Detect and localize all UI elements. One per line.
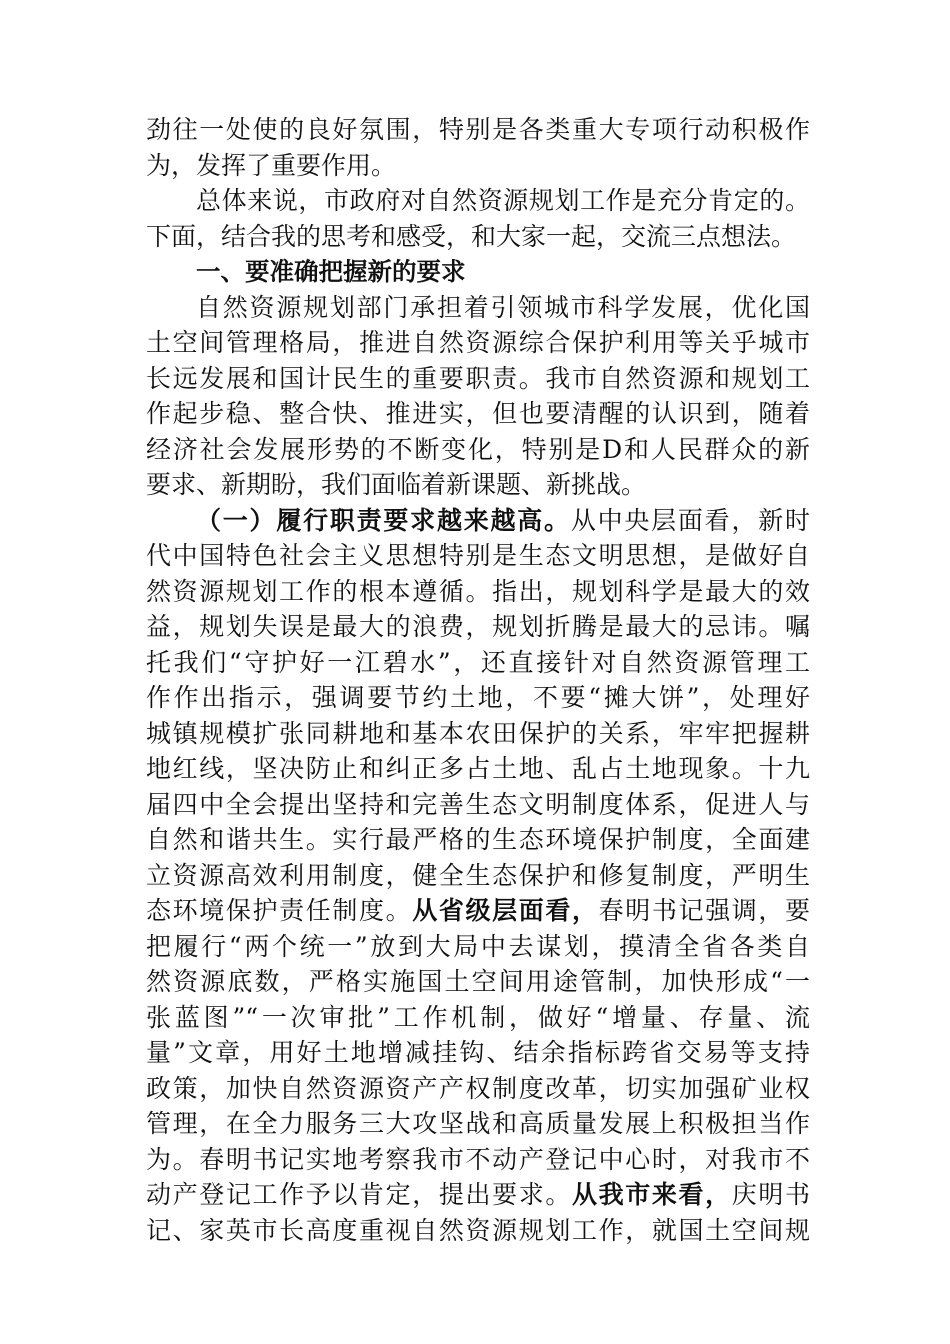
- paragraph-line: [146, 1106, 810, 1142]
- text-span: 要求、新期盼，我们面临着新课题、新挑战。: [146, 470, 647, 499]
- section-heading: [146, 254, 810, 290]
- paragraph-line: [146, 964, 810, 1000]
- text-span: 量”文章，用好土地增减挂钩、结余指标跨省交易等支持: [146, 1038, 810, 1067]
- text-span: 总体来说，市政府对自然资源规划工作是充分肯定的。: [196, 186, 810, 215]
- text-span: 地红线，坚决防止和纠正多占土地、乱占土地现象。十九: [146, 754, 810, 783]
- paragraph-line: [146, 574, 810, 610]
- text-span: 城镇规模扩张同耕地和基本农田保护的关系，牢牢把握耕: [146, 718, 810, 748]
- text-span: 届四中全会提出坚持和完善生态文明制度体系，促进人与: [146, 789, 810, 819]
- bold-text-span: （一）履行职责要求越来越高。: [196, 505, 571, 535]
- paragraph-line: [146, 822, 810, 858]
- paragraph-line: [146, 716, 810, 752]
- paragraph-line: [146, 1213, 810, 1249]
- paragraph-line: [146, 1142, 810, 1178]
- paragraph-line: [146, 112, 810, 148]
- text-span: 从中央层面看，新时: [570, 505, 810, 535]
- text-span: 土空间管理格局，推进自然资源综合保护利用等关乎城市: [146, 328, 810, 357]
- paragraph-line: [146, 1071, 810, 1107]
- paragraph-line: [146, 1000, 810, 1036]
- body-text: [146, 112, 810, 1248]
- text-span: 然资源底数，严格实施国土空间用途管制，加快形成“一: [146, 967, 810, 996]
- text-span: 管理，在全力服务三大攻坚战和高质量发展上积极担当作: [146, 1109, 810, 1138]
- paragraph-line: [146, 929, 810, 965]
- text-span: 记、家英市长高度重视自然资源规划工作，就国土空间规: [146, 1215, 810, 1245]
- bold-text-span: 从我市来看，: [571, 1180, 732, 1209]
- paragraph-line: [146, 432, 810, 468]
- paragraph-line: [146, 893, 810, 929]
- paragraph-line: [146, 183, 810, 219]
- text-span: 作起步稳、整合快、推进实，但也要清醒的认识到，随着: [146, 399, 810, 428]
- text-span: 代中国特色社会主义思想特别是生态文明思想，是做好自: [146, 541, 810, 570]
- text-span: 然资源规划工作的根本遵循。指出，规划科学是最大的效: [146, 576, 810, 606]
- text-span: 为。春明书记实地考察我市不动产登记中心时，对我市不: [146, 1144, 810, 1174]
- paragraph-line: [146, 325, 810, 361]
- text-span: 一、要准确把握新的要求: [196, 257, 466, 286]
- paragraph-line: [146, 751, 810, 787]
- text-span: 政策，加快自然资源资产产权制度改革，切实加强矿业权: [146, 1073, 810, 1103]
- text-span: 经济社会发展形势的不断变化，特别是D和人民群众的新: [146, 434, 810, 464]
- paragraph-line: [146, 1035, 810, 1071]
- text-span: 自然和谐共生。实行最严格的生态环境保护制度，全面建: [146, 825, 810, 854]
- paragraph-line: [146, 858, 810, 894]
- text-span: 自然资源规划部门承担着引领城市科学发展，优化国: [196, 292, 810, 322]
- text-span: 态环境保护责任制度。: [146, 896, 413, 925]
- text-span: 把履行“两个统一”放到大局中去谋划，摸清全省各类自: [146, 931, 810, 961]
- paragraph-line: [146, 148, 810, 184]
- text-span: 张蓝图”“一次审批”工作机制，做好“增量、存量、流: [146, 1002, 810, 1032]
- text-span: 长远发展和国计民生的重要职责。我市自然资源和规划工: [146, 363, 810, 393]
- paragraph-line: [146, 680, 810, 716]
- paragraph-line: [146, 538, 810, 574]
- paragraph-line: [146, 290, 810, 326]
- bold-text-span: 从省级层面看，: [412, 896, 599, 925]
- text-span: 益，规划失误是最大的浪费，规划折腾是最大的忌讳。嘱: [146, 612, 810, 641]
- text-span: 下面，结合我的思考和感受，和大家一起，交流三点想法。: [146, 221, 797, 251]
- paragraph-line: [146, 219, 810, 255]
- text-span: 为，发挥了重要作用。: [146, 150, 397, 180]
- paragraph-line: [146, 787, 810, 823]
- text-span: 劲往一处使的良好氛围，特别是各类重大专项行动积极作: [146, 115, 810, 144]
- text-span: 春明书记强调，要: [598, 896, 810, 925]
- paragraph-line: [146, 396, 810, 432]
- text-span: 作作出指示，强调要节约土地，不要“摊大饼”，处理好: [146, 683, 810, 712]
- paragraph-line: [146, 609, 810, 645]
- text-span: 托我们“守护好一江碧水”，还直接针对自然资源管理工: [146, 647, 810, 677]
- paragraph-line: [146, 467, 810, 503]
- paragraph-line: [146, 361, 810, 397]
- paragraph-line: [146, 1177, 810, 1213]
- paragraph-line: [146, 503, 810, 539]
- text-span: 动产登记工作予以肯定，提出要求。: [146, 1180, 572, 1209]
- text-span: 庆明书: [731, 1180, 810, 1209]
- paragraph-line: [146, 645, 810, 681]
- text-span: 立资源高效利用制度，健全生态保护和修复制度，严明生: [146, 860, 810, 890]
